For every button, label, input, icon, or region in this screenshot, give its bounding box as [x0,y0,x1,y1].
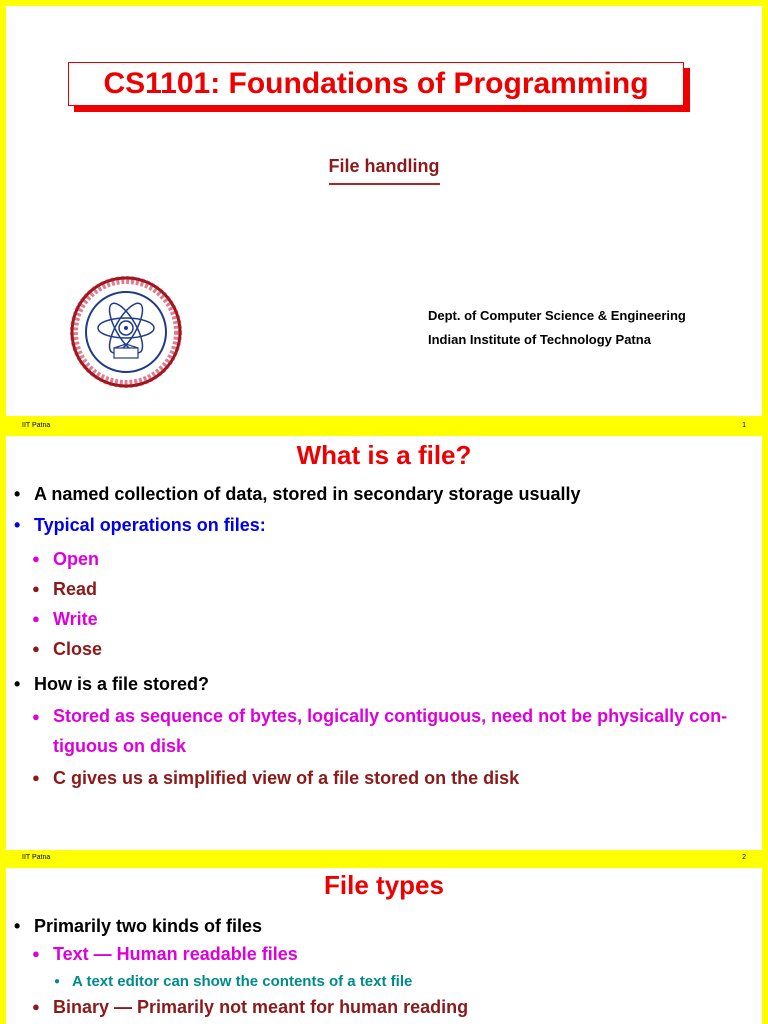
bullet-dot: ● [32,611,40,626]
slide-3-title: File types [324,870,444,900]
slide-1-footer [0,420,768,432]
slide-2-title: What is a file? [296,440,472,470]
footer-institute: IIT Patna [22,854,51,861]
sub-bullet-c-view [32,768,519,789]
title-box [68,62,694,114]
bullet-dot: ● [32,946,40,961]
sub-bullet-close [32,639,102,660]
bullet-dot: • [14,484,21,504]
sub-bullet-open [32,549,99,570]
bullet-text: Text — Human readable files [53,944,298,964]
sub-bullet-binary-files [32,997,468,1018]
bullet-dot: ● [32,770,40,785]
department-name: Dept. of Computer Science & Engineering [428,308,686,323]
iit-patna-seal-logo [70,276,182,388]
bullet-text: Typical operations on files: [34,515,266,535]
bullet-text: Open [53,549,100,569]
bullet-operations [14,515,266,536]
bullet-dot: ● [54,976,61,987]
sub-sub-bullet-text-editor [54,973,412,990]
bullet-two-kinds [14,916,262,937]
department-info [428,304,686,352]
sub-bullet-read [32,579,97,600]
slide-2 [0,434,768,866]
bullet-text [32,701,727,761]
slide-2-content [6,436,762,850]
slide-2-footer [0,852,768,864]
bullet-definition [14,484,580,505]
bullet-dot: ● [32,551,40,566]
sub-bullet-write [32,609,98,630]
bullet-text: A text editor can show the contents of a text file [72,973,413,990]
bullet-text: Write [53,609,98,629]
bullet-text: Primarily two kinds of files [34,916,263,936]
slide-1-content [6,6,762,416]
bullet-text-line2: tiguous on disk [53,736,186,756]
presentation-subtitle [6,156,762,185]
sub-bullet-sequence [32,707,727,761]
footer-institute: IIT Patna [22,422,51,429]
presentation-title: CS1101: Foundations of Programming [68,62,684,106]
bullet-dot: • [14,674,21,694]
slide-3 [0,866,768,1024]
bullet-text: C gives us a simplified view of a file stored on the disk [53,768,520,788]
bullet-text: A named collection of data, stored in secondary storage usually [34,484,581,504]
bullet-dot: • [14,515,21,535]
bullet-dot: ● [32,581,40,596]
institute-name: Indian Institute of Technology Patna [428,332,651,347]
bullet-dot: ● [32,999,40,1014]
bullet-dot: ● [32,641,40,656]
slide-1 [0,0,768,434]
bullet-text: Binary — Primarily not meant for human reading [53,997,469,1017]
bullet-text: How is a file stored? [34,674,210,694]
slide-number: 1 [742,422,746,429]
bullet-text-line1: Stored as sequence of bytes, logically contiguous, need not be physically con- [53,706,728,726]
bullet-storage [14,674,209,695]
sub-bullet-text-files [32,944,298,965]
subtitle-text: File handling [329,156,440,185]
bullet-dot: • [14,916,21,936]
slide-number: 2 [742,854,746,861]
bullet-dot: ● [32,709,40,724]
bullet-text: Read [53,579,98,599]
slide-3-content [6,868,762,1024]
bullet-text: Close [53,639,103,659]
